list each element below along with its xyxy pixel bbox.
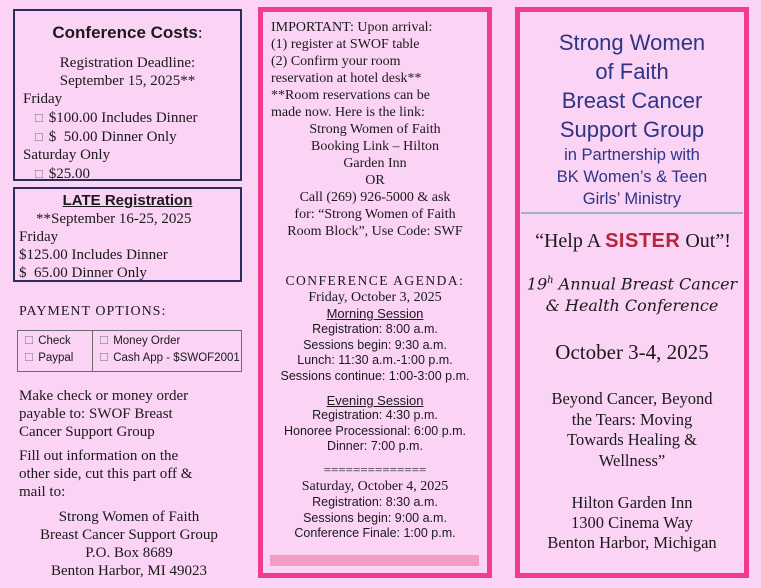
important-notice bbox=[271, 19, 432, 121]
notice-line: (1) register at SWOF table bbox=[271, 37, 420, 52]
tagline-sister: SISTER bbox=[605, 230, 681, 252]
conference-theme bbox=[520, 389, 744, 471]
venue-line: 1300 Cinema Way bbox=[570, 513, 694, 532]
payment-column-2 bbox=[93, 331, 240, 371]
cover-divider bbox=[521, 212, 743, 214]
payment-option-check bbox=[24, 333, 92, 350]
payment-option-label: Money Order bbox=[113, 335, 181, 347]
conference-costs-colon: : bbox=[197, 23, 203, 42]
booking-line: Call (269) 926-5000 & ask bbox=[299, 190, 451, 205]
address-line: Strong Women of Faith bbox=[58, 509, 200, 525]
tagline-start: “Help A bbox=[535, 230, 606, 252]
saturday-session-list bbox=[263, 495, 487, 542]
venue-line: Hilton Garden Inn bbox=[571, 493, 693, 512]
org-line: Strong Women bbox=[558, 30, 706, 55]
instruction-line: mail to: bbox=[19, 484, 66, 500]
booking-line: Room Block”, Use Code: SWF bbox=[287, 224, 463, 239]
partner-line: Girls’ Ministry bbox=[582, 190, 682, 208]
agenda-saturday-date: Saturday, October 4, 2025 bbox=[301, 479, 449, 494]
organization-name bbox=[520, 28, 744, 144]
org-line: Breast Cancer bbox=[561, 88, 703, 113]
agenda-item: Dinner: 7:00 p.m. bbox=[327, 439, 423, 453]
tagline bbox=[520, 230, 746, 253]
notice-line: **Room reservations can be bbox=[271, 88, 431, 103]
theme-line: Wellness” bbox=[598, 450, 666, 470]
instruction-line: payable to: SWOF Breast bbox=[19, 406, 173, 422]
org-line: Support Group bbox=[559, 117, 705, 142]
checkbox-icon: ☐ bbox=[24, 352, 34, 364]
agenda-item: Registration: 4:30 p.m. bbox=[312, 408, 438, 422]
conference-dates: October 3-4, 2025 bbox=[555, 340, 709, 364]
evening-session-list bbox=[263, 408, 487, 455]
agenda-item: Sessions continue: 1:00-3:00 p.m. bbox=[280, 368, 470, 383]
checkbox-icon: ☐ bbox=[34, 169, 44, 181]
payment-option-cash-app bbox=[99, 350, 240, 367]
instruction-line: other side, cut this part off & bbox=[19, 466, 193, 482]
agenda-item: Lunch: 11:30 a.m.-1:00 p.m. bbox=[297, 353, 453, 367]
late-registration-dates: **September 16-25, 2025 bbox=[36, 211, 192, 227]
agenda-item: Registration: 8:00 a.m. bbox=[312, 322, 438, 336]
theme-line: the Tears: Moving bbox=[571, 409, 693, 429]
friday-dinner-price: $ 50.00 Dinner Only bbox=[48, 129, 177, 145]
late-friday-label: Friday bbox=[19, 229, 59, 245]
payment-option-paypal bbox=[24, 350, 92, 367]
conference-costs-title: Conference Costs bbox=[52, 23, 198, 42]
payment-instructions bbox=[19, 387, 188, 441]
mailing-address bbox=[13, 508, 245, 580]
payment-options-table bbox=[17, 330, 242, 372]
evening-session-title: Evening Session bbox=[326, 393, 424, 408]
payment-option-label: Paypal bbox=[38, 352, 74, 364]
late-full-price: $125.00 Includes Dinner bbox=[19, 247, 168, 263]
address-line: P.O. Box 8689 bbox=[85, 545, 173, 561]
annual-conference bbox=[518, 270, 746, 317]
booking-line: Strong Women of Faith bbox=[309, 122, 441, 137]
mailing-instructions bbox=[19, 447, 192, 501]
payment-option-money-order bbox=[99, 333, 240, 350]
theme-line: Beyond Cancer, Beyond bbox=[551, 389, 713, 408]
annual-line-1 bbox=[518, 270, 746, 295]
partner-line: in Partnership with bbox=[564, 146, 700, 164]
theme-line: Towards Healing & bbox=[567, 430, 697, 449]
saturday-label: Saturday Only bbox=[23, 147, 111, 163]
instruction-line: Make check or money order bbox=[19, 388, 189, 404]
address-line: Breast Cancer Support Group bbox=[40, 527, 218, 543]
conference-costs-heading bbox=[15, 23, 240, 43]
checkbox-icon: ☐ bbox=[34, 113, 44, 125]
saturday-price: $25.00 bbox=[48, 166, 90, 182]
notice-line: made now. Here is the link: bbox=[271, 105, 425, 120]
payment-option-label: Check bbox=[38, 335, 71, 347]
notice-line: IMPORTANT: Upon arrival: bbox=[271, 20, 433, 35]
venue-address bbox=[520, 493, 744, 553]
annual-text: Annual Breast Cancer bbox=[553, 274, 738, 294]
agenda-footer-bar bbox=[270, 555, 479, 566]
morning-session-list bbox=[263, 322, 487, 384]
notice-line: (2) Confirm your room bbox=[271, 54, 401, 69]
payment-column-1 bbox=[18, 331, 93, 371]
booking-line: for: “Strong Women of Faith bbox=[294, 207, 456, 222]
org-line: of Faith bbox=[595, 59, 669, 84]
late-registration-title: LATE Registration bbox=[62, 192, 193, 209]
agenda-item: Conference Finale: 1:00 p.m. bbox=[294, 526, 456, 540]
venue-line: Benton Harbor, Michigan bbox=[547, 533, 717, 552]
annual-suffix: h bbox=[547, 275, 554, 286]
checkbox-icon: ☐ bbox=[99, 335, 109, 347]
friday-label: Friday bbox=[23, 91, 63, 107]
booking-line: OR bbox=[365, 173, 385, 188]
annual-line-2: & Health Conference bbox=[545, 296, 719, 316]
checkbox-icon: ☐ bbox=[24, 335, 34, 347]
checkbox-icon: ☐ bbox=[99, 352, 109, 364]
instruction-line: Fill out information on the bbox=[19, 448, 179, 464]
agenda-item: Sessions begin: 9:00 a.m. bbox=[303, 510, 447, 525]
payment-options-title: PAYMENT OPTIONS: bbox=[19, 304, 167, 319]
instruction-line: Cancer Support Group bbox=[19, 424, 155, 440]
agenda-friday-date: Friday, October 3, 2025 bbox=[308, 290, 442, 305]
booking-info bbox=[263, 121, 487, 240]
agenda-separator: ============== bbox=[323, 462, 427, 477]
tagline-end: Out”! bbox=[680, 230, 731, 252]
checkbox-icon: ☐ bbox=[34, 132, 44, 144]
agenda-item: Honoree Processional: 6:00 p.m. bbox=[283, 423, 467, 438]
address-line: Benton Harbor, MI 49023 bbox=[50, 563, 208, 579]
friday-full-price: $100.00 Includes Dinner bbox=[48, 110, 198, 126]
registration-deadline-label: Registration Deadline: bbox=[59, 55, 196, 71]
partner-line: BK Women’s & Teen bbox=[556, 168, 708, 186]
partnership-text bbox=[520, 144, 744, 210]
agenda-item: Sessions begin: 9:30 a.m. bbox=[303, 337, 447, 352]
booking-line: Booking Link – Hilton bbox=[311, 139, 439, 154]
annual-number: 19 bbox=[526, 274, 548, 294]
booking-line: Garden Inn bbox=[343, 156, 407, 171]
notice-line: reservation at hotel desk** bbox=[271, 71, 422, 86]
late-dinner-price: $ 65.00 Dinner Only bbox=[19, 265, 147, 281]
agenda-item: Registration: 8:30 a.m. bbox=[312, 495, 438, 509]
registration-deadline-date: September 15, 2025** bbox=[59, 73, 196, 89]
agenda-title: CONFERENCE AGENDA: bbox=[285, 273, 465, 288]
payment-option-label: Cash App - $SWOF2001 bbox=[113, 352, 240, 364]
morning-session-title: Morning Session bbox=[326, 306, 424, 321]
